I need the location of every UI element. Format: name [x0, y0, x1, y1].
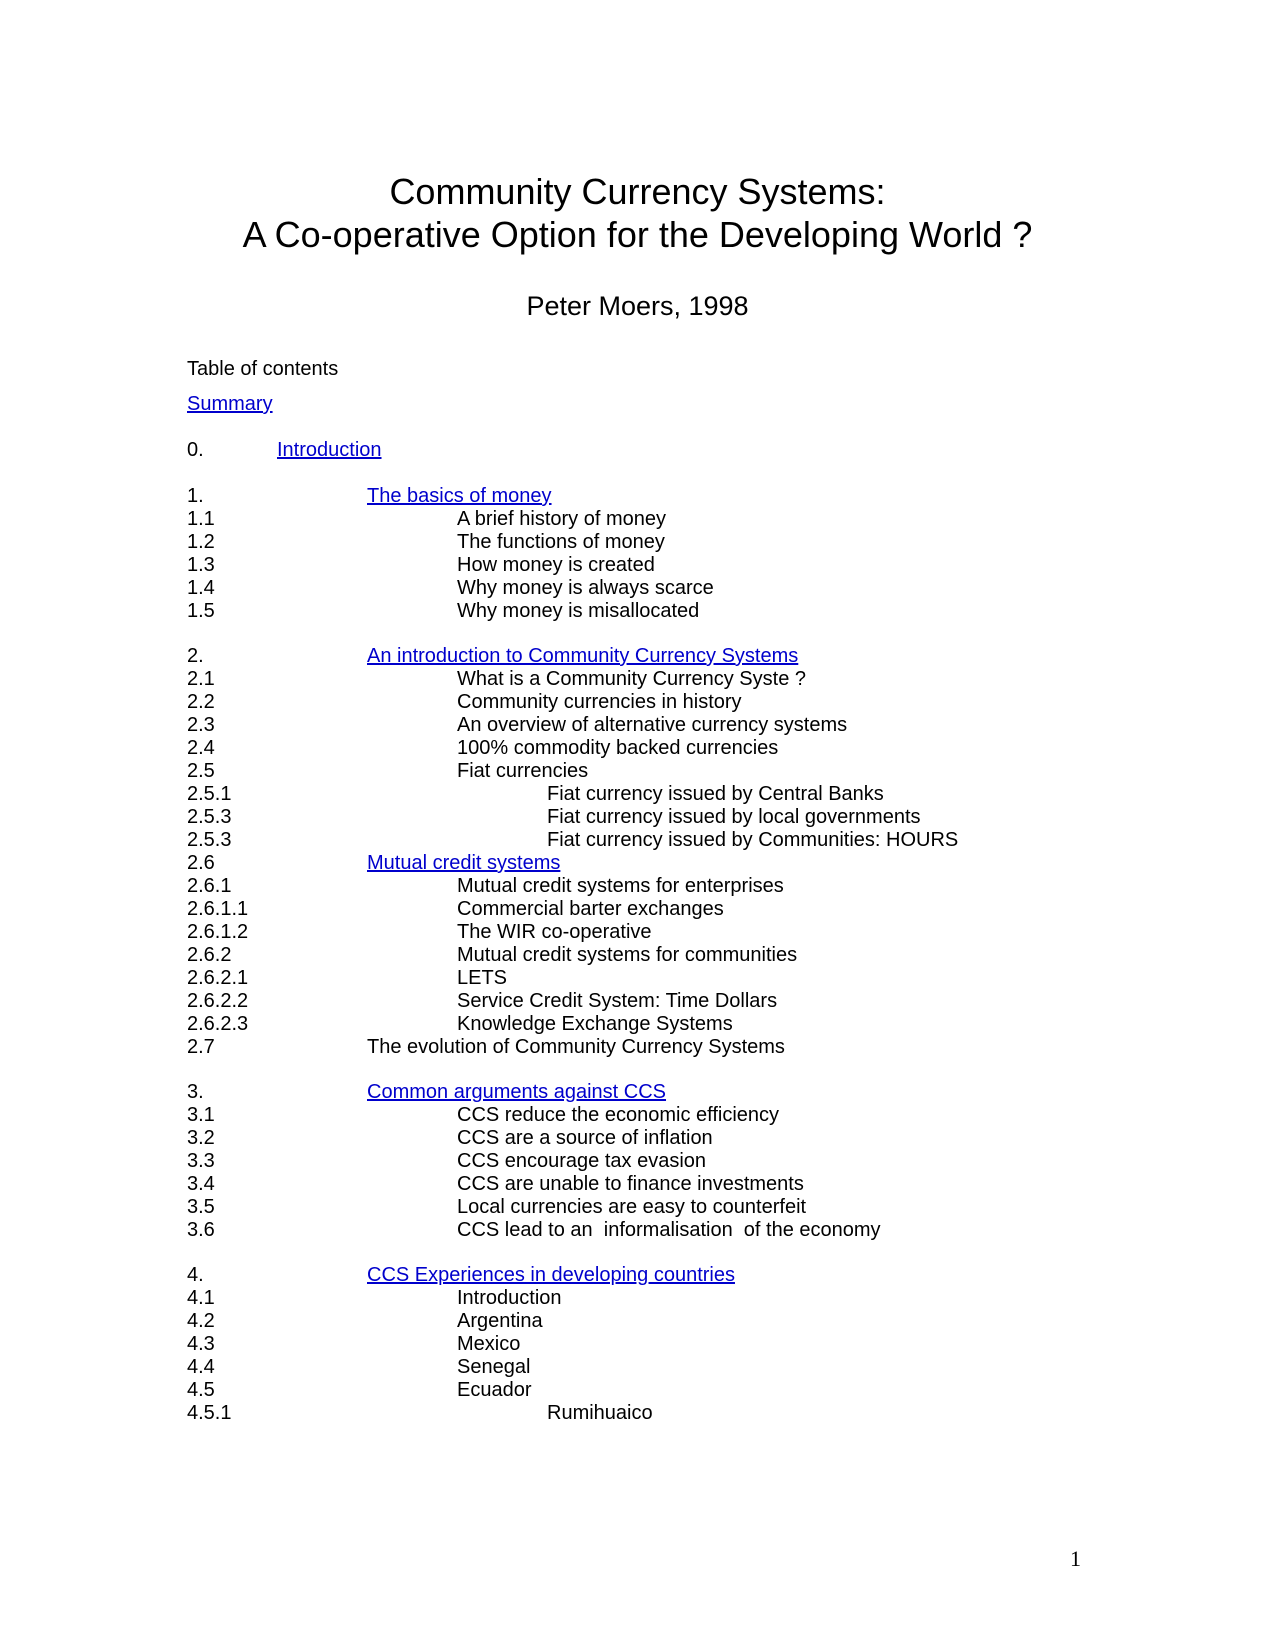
document-author: Peter Moers, 1998	[526, 291, 749, 321]
toc-entry-number: 2.6.2.3	[187, 1013, 249, 1035]
toc-row	[187, 1103, 1087, 1127]
toc-entry-number: 3.5	[187, 1196, 215, 1218]
toc-entry-link[interactable]: Mutual credit systems	[367, 852, 561, 874]
toc-row	[187, 943, 1087, 967]
toc-entry-number: 2.4	[187, 737, 215, 759]
toc-entry-number: 2.6.1	[187, 875, 232, 897]
toc-row	[187, 966, 1087, 990]
toc-entry-link[interactable]: An introduction to Community Currency Systems	[367, 645, 799, 667]
toc-row	[187, 1126, 1087, 1150]
toc-entry-number: 4.2	[187, 1310, 215, 1332]
toc-entry-number: 4.5	[187, 1379, 215, 1401]
toc-entry-number: 2.6.2	[187, 944, 232, 966]
toc-entry-link[interactable]: Summary	[187, 393, 273, 415]
toc-entry-number: 2.5.3	[187, 806, 232, 828]
toc-row	[187, 484, 1087, 508]
document-title-line-2: A Co-operative Option for the Developing World ?	[242, 214, 1033, 255]
toc-entry-title: A brief history of money	[457, 508, 666, 530]
toc-entry-title: 100% commodity backed currencies	[457, 737, 779, 759]
toc-entry-number: 2.5.1	[187, 783, 232, 805]
toc-entry-link[interactable]: Common arguments against CCS	[367, 1081, 667, 1103]
toc-entry-title: The WIR co-operative	[457, 921, 652, 943]
toc-row	[187, 438, 1087, 462]
toc-entry-title: Local currencies are easy to counterfeit	[457, 1196, 807, 1218]
toc-entry-title: Community currencies in history	[457, 691, 742, 713]
toc-entry-number: 2.6	[187, 852, 215, 874]
toc-row	[187, 851, 1087, 875]
toc-entry-number: 3.6	[187, 1219, 215, 1241]
toc-entry-number: 2.6.2.1	[187, 967, 249, 989]
toc-entry-number: 3.3	[187, 1150, 215, 1172]
toc-entry-number: 2.1	[187, 668, 215, 690]
toc-entry-title: Argentina	[457, 1310, 543, 1332]
toc-entry-number: 2.5.3	[187, 829, 232, 851]
toc-row	[187, 576, 1087, 600]
toc-entry-number: 3.	[187, 1081, 204, 1103]
toc-row	[187, 897, 1087, 921]
toc-entry-number: 1.3	[187, 554, 215, 576]
toc-entry-number: 1.	[187, 485, 204, 507]
toc-entry-title: What is a Community Currency Syste ?	[457, 668, 806, 690]
toc-entry-number: 2.	[187, 645, 204, 667]
toc-row	[187, 507, 1087, 531]
toc-entry-title: Why money is always scarce	[457, 577, 714, 599]
toc-row	[187, 1286, 1087, 1310]
toc-entry-title: Commercial barter exchanges	[457, 898, 724, 920]
toc-entry-number: 4.1	[187, 1287, 215, 1309]
toc-entry-title: Knowledge Exchange Systems	[457, 1013, 733, 1035]
toc-row	[187, 782, 1087, 806]
toc-entry-link[interactable]: CCS Experiences in developing countries	[367, 1264, 735, 1286]
toc-row	[187, 690, 1087, 714]
toc-row	[187, 1080, 1087, 1104]
document-title-line-1: Community Currency Systems:	[389, 171, 886, 212]
toc-entry-title: An overview of alternative currency systems	[457, 714, 848, 736]
toc-row	[187, 599, 1087, 623]
toc-entry-title: Ecuador	[457, 1379, 532, 1401]
toc-entry-title: How money is created	[457, 554, 655, 576]
toc-entry-title: Fiat currencies	[457, 760, 589, 782]
toc-entry-title: The functions of money	[457, 531, 665, 553]
toc-entry-number: 4.	[187, 1264, 204, 1286]
toc-row	[187, 1309, 1087, 1333]
toc-row	[187, 1263, 1087, 1287]
toc-entry-number: 2.7	[187, 1036, 215, 1058]
toc-entry-number: 2.2	[187, 691, 215, 713]
toc-entry-title: LETS	[457, 967, 508, 989]
toc-row	[187, 1195, 1087, 1219]
toc-row	[187, 1401, 1087, 1425]
toc-entry-link[interactable]: The basics of money	[367, 485, 552, 507]
toc-entry-title: CCS lead to an informalisation of the economy	[457, 1219, 881, 1241]
toc-entry-number: 2.5	[187, 760, 215, 782]
toc-entry-title: The evolution of Community Currency Systems	[367, 1036, 785, 1058]
toc-entry-title: CCS are unable to finance investments	[457, 1173, 804, 1195]
toc-entry-title: Rumihuaico	[547, 1402, 653, 1424]
toc-row	[187, 736, 1087, 760]
toc-entry-title: Introduction	[457, 1287, 562, 1309]
toc-row	[187, 805, 1087, 829]
toc-entry-number: 1.2	[187, 531, 215, 553]
toc-entry-number: 4.4	[187, 1356, 215, 1378]
toc-entry-title: Mutual credit systems for communities	[457, 944, 798, 966]
toc-entry-title: CCS encourage tax evasion	[457, 1150, 707, 1172]
toc-row	[187, 713, 1087, 737]
toc-entry-number: 2.6.1.1	[187, 898, 249, 920]
toc-row	[187, 1035, 1087, 1059]
toc-entry-number: 4.5.1	[187, 1402, 232, 1424]
toc-entry-title: Fiat currency issued by Communities: HOURS	[547, 829, 959, 851]
toc-row	[187, 1149, 1087, 1173]
toc-entry-title: Mutual credit systems for enterprises	[457, 875, 784, 897]
toc-entry-title: Mexico	[457, 1333, 521, 1355]
toc-entry-title: Service Credit System: Time Dollars	[457, 990, 778, 1012]
toc-row	[187, 989, 1087, 1013]
toc-entry-number: 4.3	[187, 1333, 215, 1355]
toc-row	[187, 1012, 1087, 1036]
toc-row	[187, 828, 1087, 852]
page-number: 1	[1070, 1546, 1081, 1571]
toc-entry-title: Senegal	[457, 1356, 531, 1378]
toc-row	[187, 1378, 1087, 1402]
toc-row	[187, 874, 1087, 898]
toc-row	[187, 644, 1087, 668]
toc-entry-title: Why money is misallocated	[457, 600, 700, 622]
toc-entry-number: 3.4	[187, 1173, 215, 1195]
toc-row	[187, 759, 1087, 783]
toc-entry-number: 1.5	[187, 600, 215, 622]
toc-row	[187, 1172, 1087, 1196]
toc-entry-number: 2.3	[187, 714, 215, 736]
toc-entry-title: CCS reduce the economic efficiency	[457, 1104, 780, 1126]
toc-entry-title: Fiat currency issued by Central Banks	[547, 783, 884, 805]
toc-entry-number: 1.4	[187, 577, 215, 599]
toc-row	[187, 530, 1087, 554]
toc-entry-number: 3.1	[187, 1104, 215, 1126]
toc-entry-number: 0.	[187, 439, 204, 461]
toc-entry-number: 3.2	[187, 1127, 215, 1149]
toc-row	[187, 1355, 1087, 1379]
toc-row	[187, 1332, 1087, 1356]
toc-entry-title: Fiat currency issued by local governments	[547, 806, 921, 828]
toc-heading: Table of contents	[187, 358, 339, 380]
toc-entry-number: 2.6.1.2	[187, 921, 249, 943]
toc-row	[187, 392, 1087, 416]
toc-entry-link[interactable]: Introduction	[277, 439, 382, 461]
toc-entry-title: CCS are a source of inflation	[457, 1127, 713, 1149]
toc-row	[187, 667, 1087, 691]
toc-row	[187, 920, 1087, 944]
toc-row	[187, 1218, 1087, 1242]
toc-entry-number: 1.1	[187, 508, 215, 530]
toc-entry-number: 2.6.2.2	[187, 990, 249, 1012]
toc-row	[187, 553, 1087, 577]
